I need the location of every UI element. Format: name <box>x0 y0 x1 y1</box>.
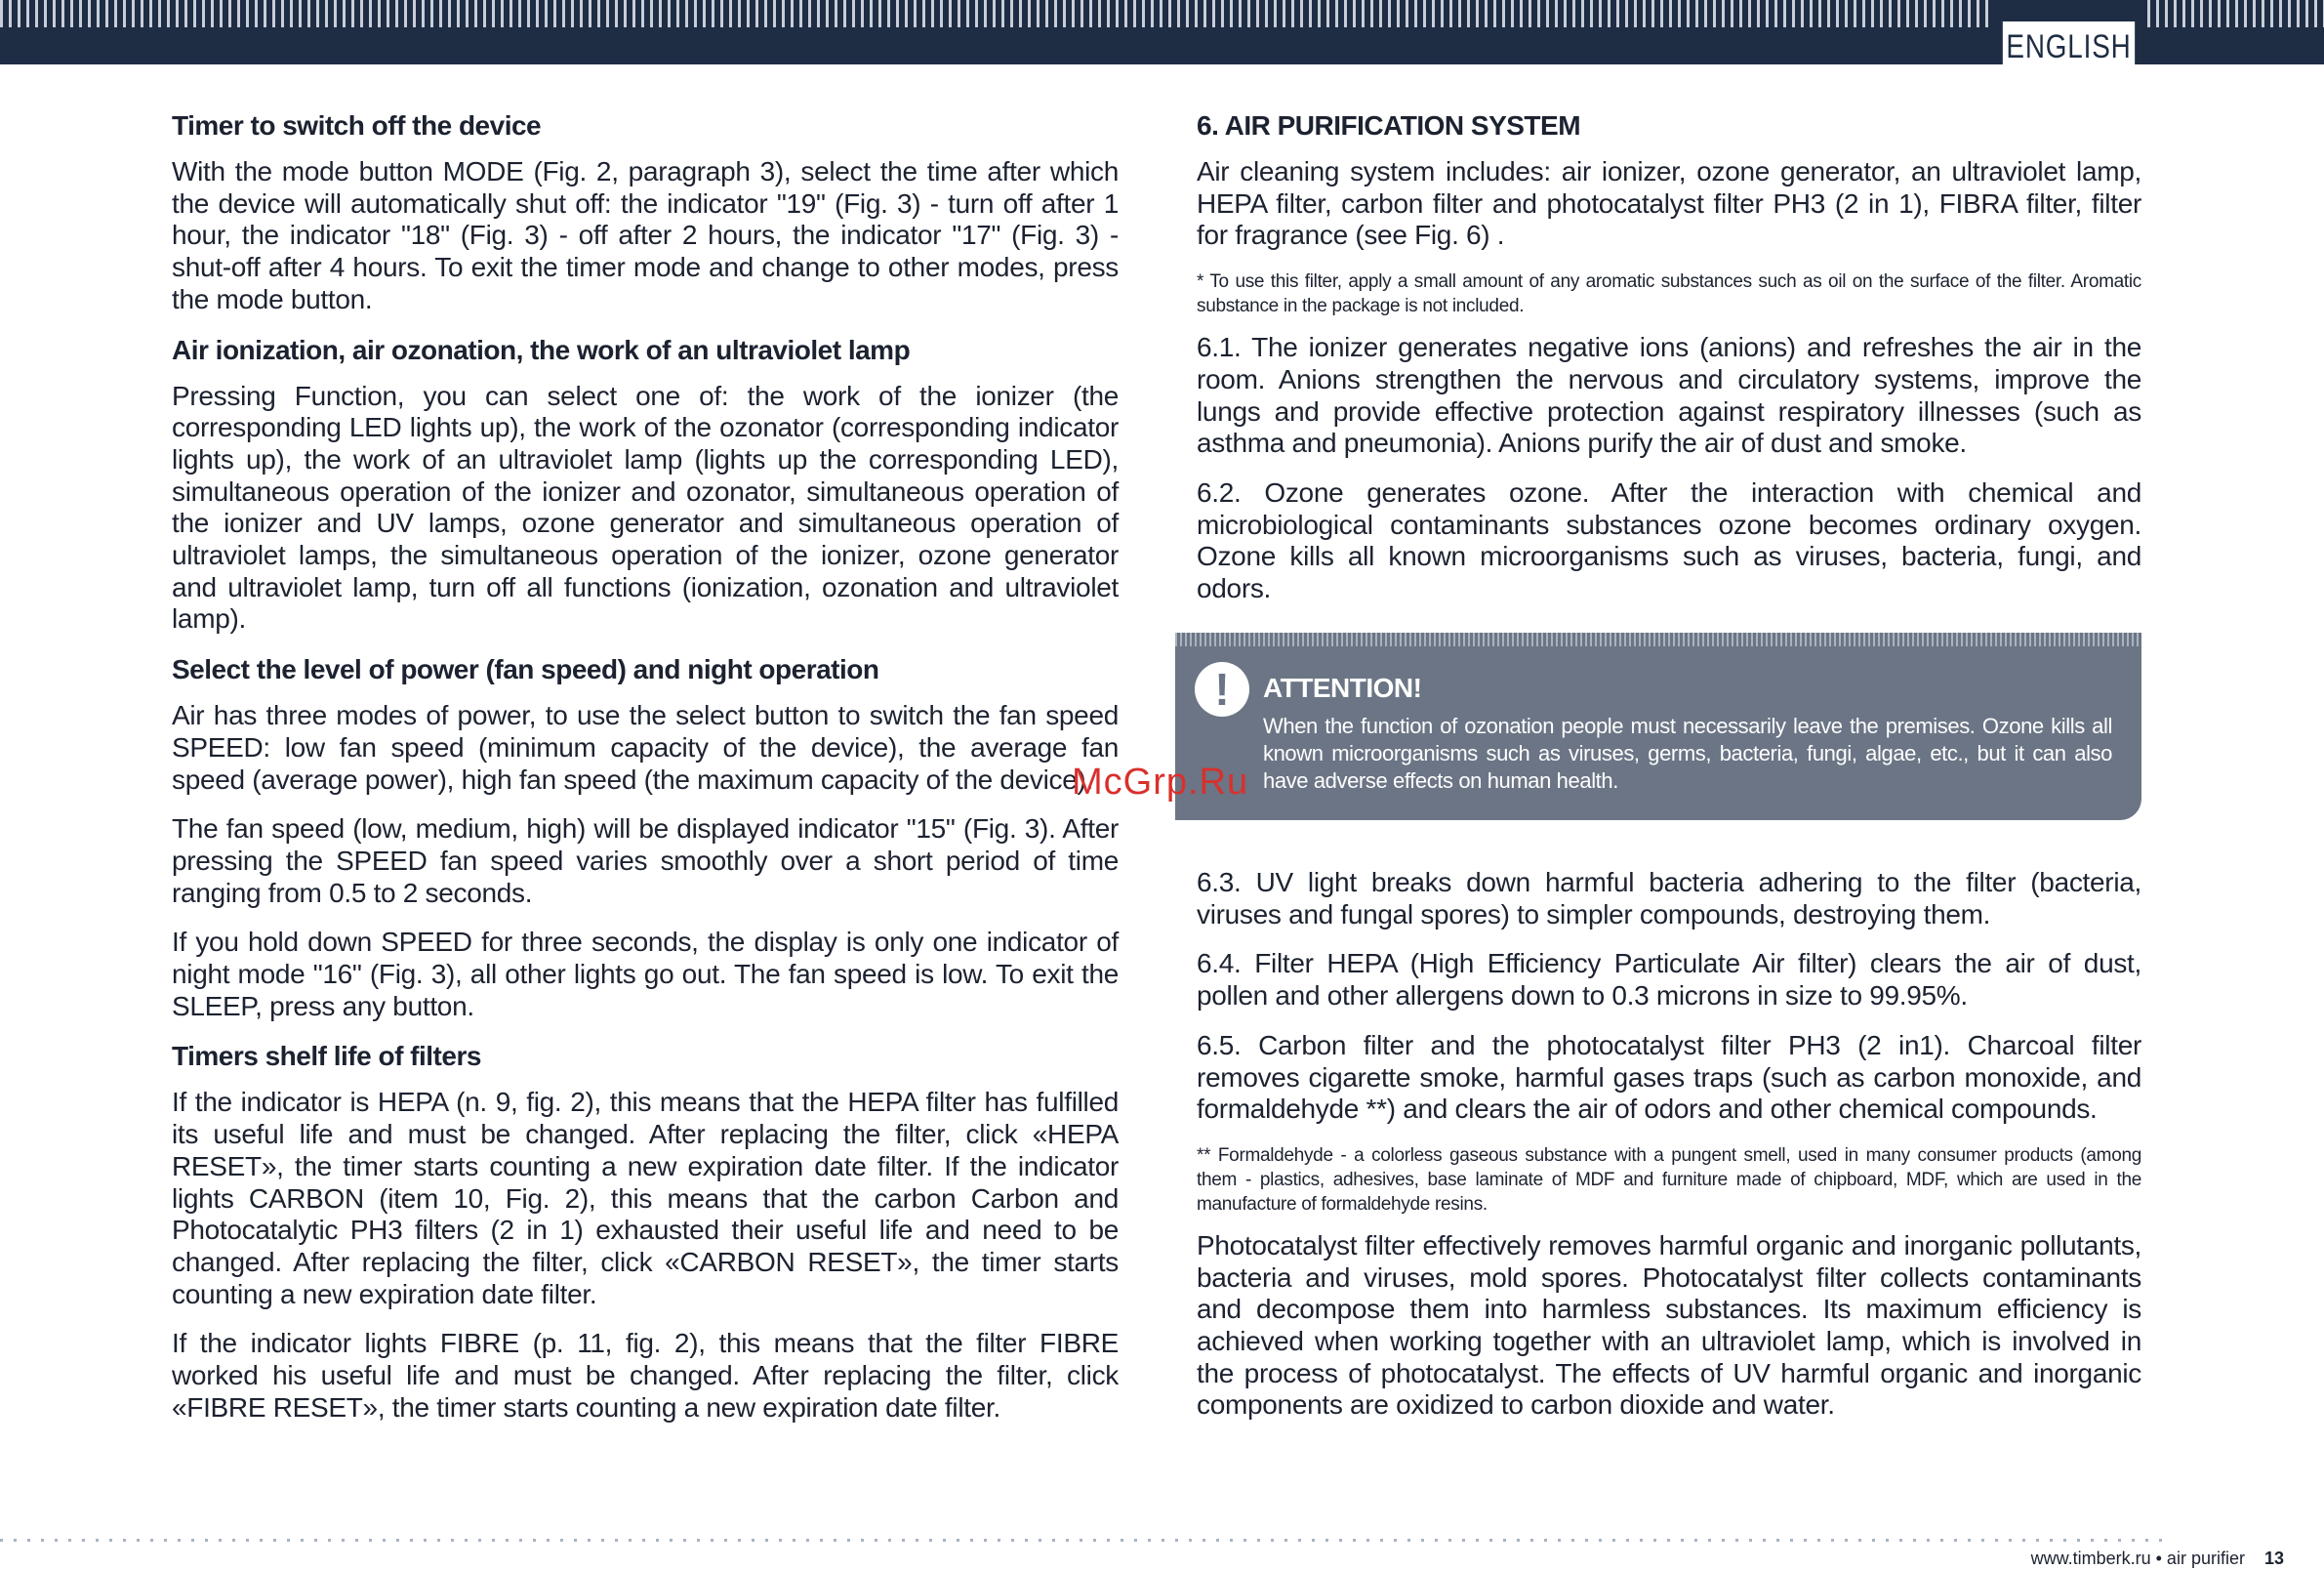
paragraph-6-1: 6.1. The ionizer generates negative ions (anions) and refreshes the air in the room. Anions strengthen the nervous and circulatory systems, improve the lungs and provide effective protection against respiratory illnesses (such as asthma and pneumonia). Anions purify the air of dust and smoke. <box>1197 332 2141 459</box>
right-column-bottom <box>1197 867 2141 1439</box>
paragraph-6-5: 6.5. Carbon filter and the photocatalyst filter PH3 (2 in1). Charcoal filter removes cigarette smoke, harmful gases traps (such as carbon monoxide, and formaldehyde **) and clears the air of odors and other chemical compounds. <box>1197 1029 2141 1125</box>
footer-dotted-divider <box>0 1539 2167 1542</box>
paragraph-6-2: 6.2. Ozone generates ozone. After the interaction with chemical and microbiological contaminants substances ozone becomes ordinary oxygen. Ozone kills all known microorganisms such as viruses, bacteria, fungi, and odors. <box>1197 476 2141 604</box>
page-footer <box>1855 1547 2284 1570</box>
right-column-top <box>1197 109 2141 623</box>
paragraph-power-modes: Air has three modes of power, to use the select button to switch the fan speed SPEED: low fan speed (minimum capacity of the device), the average fan speed (average power), high fan speed (the maximum capacity of the device). <box>172 700 1119 795</box>
attention-title: ATTENTION! <box>1263 673 1422 703</box>
section-heading-ionization: Air ionization, air ozonation, the work of an ultraviolet lamp <box>172 334 911 365</box>
language-tab: ENGLISH <box>2003 21 2135 72</box>
paragraph-timer: With the mode button MODE (Fig. 2, paragraph 3), select the time after which the device will automatically shut off: the indicator "19" (Fig. 3) - turn off after 1 hour, the indicator "18" (Fig. 3) - off after 2 hours, the indicator "17" (Fig. 3) - shut-off after 4 hours. To exit the timer mode and change to other modes, press the mode button. <box>172 156 1119 314</box>
header-bar <box>0 0 2324 64</box>
paragraph-6-3: 6.3. UV light breaks down harmful bacteria adhering to the filter (bacteria, viruses and fungal spores) to simpler compounds, destroying them. <box>1197 867 2141 930</box>
footnote-aroma: * To use this filter, apply a small amount of any aromatic substances such as oil on the surface of the filter. Aromatic substance in the package is not included. <box>1197 271 2141 317</box>
footer-site: www.timberk.ru • air purifier <box>2030 1549 2245 1568</box>
attention-box <box>1175 633 2141 820</box>
section-heading-purification: 6. AIR PURIFICATION SYSTEM <box>1197 110 1581 141</box>
watermark: McGrp.Ru <box>1072 762 1249 803</box>
attention-text: When the function of ozonation people must necessarily leave the premises. Ozone kills all known microorganisms such as viruses, germs, bacteria, fungi, algae, etc., but it can also have adverse effects on human health. <box>1263 714 2112 793</box>
paragraph-6-4: 6.4. Filter HEPA (High Efficiency Particulate Air filter) clears the air of dust, pollen and other allergens down to 0.3 microns in size to 99.95%. <box>1197 948 2141 1012</box>
section-heading-power: Select the level of power (fan speed) and night operation <box>172 654 879 685</box>
paragraph-ionization: Pressing Function, you can select one of: the work of the ionizer (the corresponding LED lights up), the work of the ozonator (corresponding indicator lights up), the work of an ultraviolet lamp (lights up the corresponding LED), simultaneous operation of the ionizer and ozonator, simultaneous operation of the ionizer and UV lamps, ozone generator and simultaneous operation of ultraviolet lamps, the simultaneous operation of the ionizer, ozone generator and ultraviolet lamp, turn off all functions (ionization, ozonation and ultraviolet lamp). <box>172 380 1119 635</box>
paragraph-fibre: If the indicator lights FIBRE (p. 11, fig. 2), this means that the filter FIBRE worked his useful life and must be changed. After replacing the filter, click «FIBRE RESET», the timer starts counting a new expiration date filter. <box>172 1328 1119 1423</box>
paragraph-fan-speed: The fan speed (low, medium, high) will be displayed indicator "15" (Fig. 3). After pressing the SPEED fan speed varies smoothly over a short period of time ranging from 0.5 to 2 seconds. <box>172 813 1119 908</box>
paragraph-intro: Air cleaning system includes: air ionizer, ozone generator, an ultraviolet lamp, HEPA filter, carbon filter and photocatalyst filter PH3 (2 in 1), FIBRA filter, filter for fragrance (see Fig. 6) . <box>1197 156 2141 251</box>
exclamation-icon: ! <box>1195 662 1249 717</box>
header-hatch-pattern <box>0 0 1991 27</box>
section-heading-filter-timers: Timers shelf life of filters <box>172 1041 481 1072</box>
section-heading-timer: Timer to switch off the device <box>172 110 542 141</box>
paragraph-photocatalyst: Photocatalyst filter effectively removes harmful organic and inorganic pollutants, bacteria and viruses, mold spores. Photocatalyst filter collects contaminants and decompose them into harmless substances. Its maximum efficiency is achieved when working together with an ultraviolet lamp, which is involved in the process of photocatalyst. The effects of UV harmful organic and inorganic components are oxidized to carbon dioxide and water. <box>1197 1229 2141 1421</box>
footnote-formaldehyde: ** Formaldehyde - a colorless gaseous substance with a pungent smell, used in many consumer products (among them - plastics, adhesives, base laminate of MDF and furniture made of chipboard, MDF, which are used in the manufacture of formaldehyde resins. <box>1197 1144 2141 1215</box>
page-number: 13 <box>2263 1549 2284 1568</box>
attention-hatch-pattern <box>1175 633 2141 646</box>
left-column <box>172 109 1119 1442</box>
paragraph-night-mode: If you hold down SPEED for three seconds, the display is only one indicator of night mode "16" (Fig. 3), all other lights go out. The fan speed is low. To exit the SLEEP, press any button. <box>172 927 1119 1021</box>
header-hatch-pattern-right <box>2147 0 2324 27</box>
paragraph-hepa-carbon: If the indicator is HEPA (n. 9, fig. 2), this means that the HEPA filter has fulfilled its useful life and must be changed. After replacing the filter, click «HEPA RESET», the timer starts counting a new expiration date filter. If the indicator lights CARBON (item 10, Fig. 2), this means that the carbon Carbon and Photocatalytic PH3 filters (2 in 1) exhausted their useful life and need to be changed. After replacing the filter, click «CARBON RESET», the timer starts counting a new expiration date filter. <box>172 1087 1119 1309</box>
